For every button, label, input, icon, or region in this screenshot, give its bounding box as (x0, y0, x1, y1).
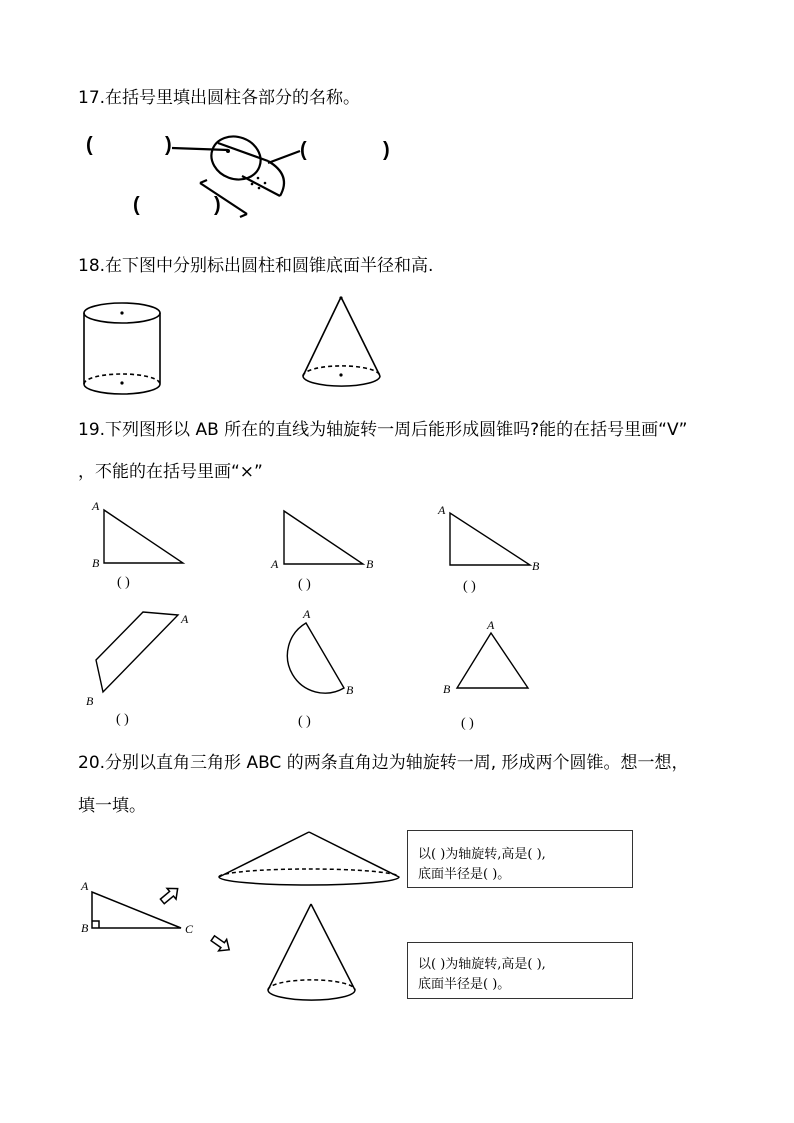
q17-blank3-open: ( (133, 194, 140, 216)
q19-s6-label-b: B (443, 682, 451, 696)
q20-label-c: C (185, 922, 194, 936)
q20-label-a: A (81, 879, 89, 893)
q19-s3-blank[interactable]: ( ) (463, 579, 476, 594)
q20-box1-line2[interactable]: 底面半径是( )。 (418, 867, 511, 882)
q19-s4-label-b: B (86, 694, 94, 708)
q17-title: 17.在括号里填出圆柱各部分的名称。 (78, 88, 361, 108)
q17-blank1-open: ( (86, 134, 93, 156)
q19-s2-label-b: B (366, 557, 374, 571)
q19-s1-label-b: B (92, 556, 100, 570)
q19-s2-blank[interactable]: ( ) (298, 577, 311, 592)
q20-box2-line2[interactable]: 底面半径是( )。 (418, 977, 511, 992)
q19-s5-label-b: B (346, 683, 354, 697)
q17-blank2-close: ) (383, 139, 390, 161)
q19-s3-label-b: B (532, 559, 540, 573)
q19-line1: 19.下列图形以 AB 所在的直线为轴旋转一周后能形成圆锥吗?能的在括号里画“V” (78, 420, 688, 440)
q20-label-b: B (81, 921, 89, 935)
q17-blank1-close: ) (165, 134, 172, 156)
q19-s1-label-a: A (92, 499, 100, 513)
q20-box2-line1[interactable]: 以( )为轴旋转,高是( ), (418, 957, 546, 972)
q19-s4-label-a: A (181, 612, 189, 626)
q19-line2: ，不能的在括号里画“×” (78, 462, 263, 482)
q20-answer-box-2 (407, 942, 633, 999)
q19-s4-blank[interactable]: ( ) (116, 712, 129, 727)
q17-blank2-open: ( (300, 139, 307, 161)
q19-s2-label-a: A (271, 557, 279, 571)
q20-line2: 填一填。 (78, 796, 146, 816)
q19-s6-blank[interactable]: ( ) (461, 716, 474, 731)
q19-s5-blank[interactable]: ( ) (298, 714, 311, 729)
q19-s3-label-a: A (438, 503, 446, 517)
q20-line1: 20.分别以直角三角形 ABC 的两条直角边为轴旋转一周, 形成两个圆锥。想一想， (78, 753, 689, 773)
q19-s5-label-a: A (303, 607, 311, 621)
q19-s1-blank[interactable]: ( ) (117, 575, 130, 590)
q20-answer-box-1 (407, 830, 633, 888)
q20-box1-line1[interactable]: 以( )为轴旋转,高是( ), (418, 847, 546, 862)
q18-title: 18.在下图中分别标出圆柱和圆锥底面半径和高. (78, 256, 434, 276)
q19-s6-label-a: A (487, 618, 495, 632)
q17-blank3-close: ) (214, 194, 221, 216)
